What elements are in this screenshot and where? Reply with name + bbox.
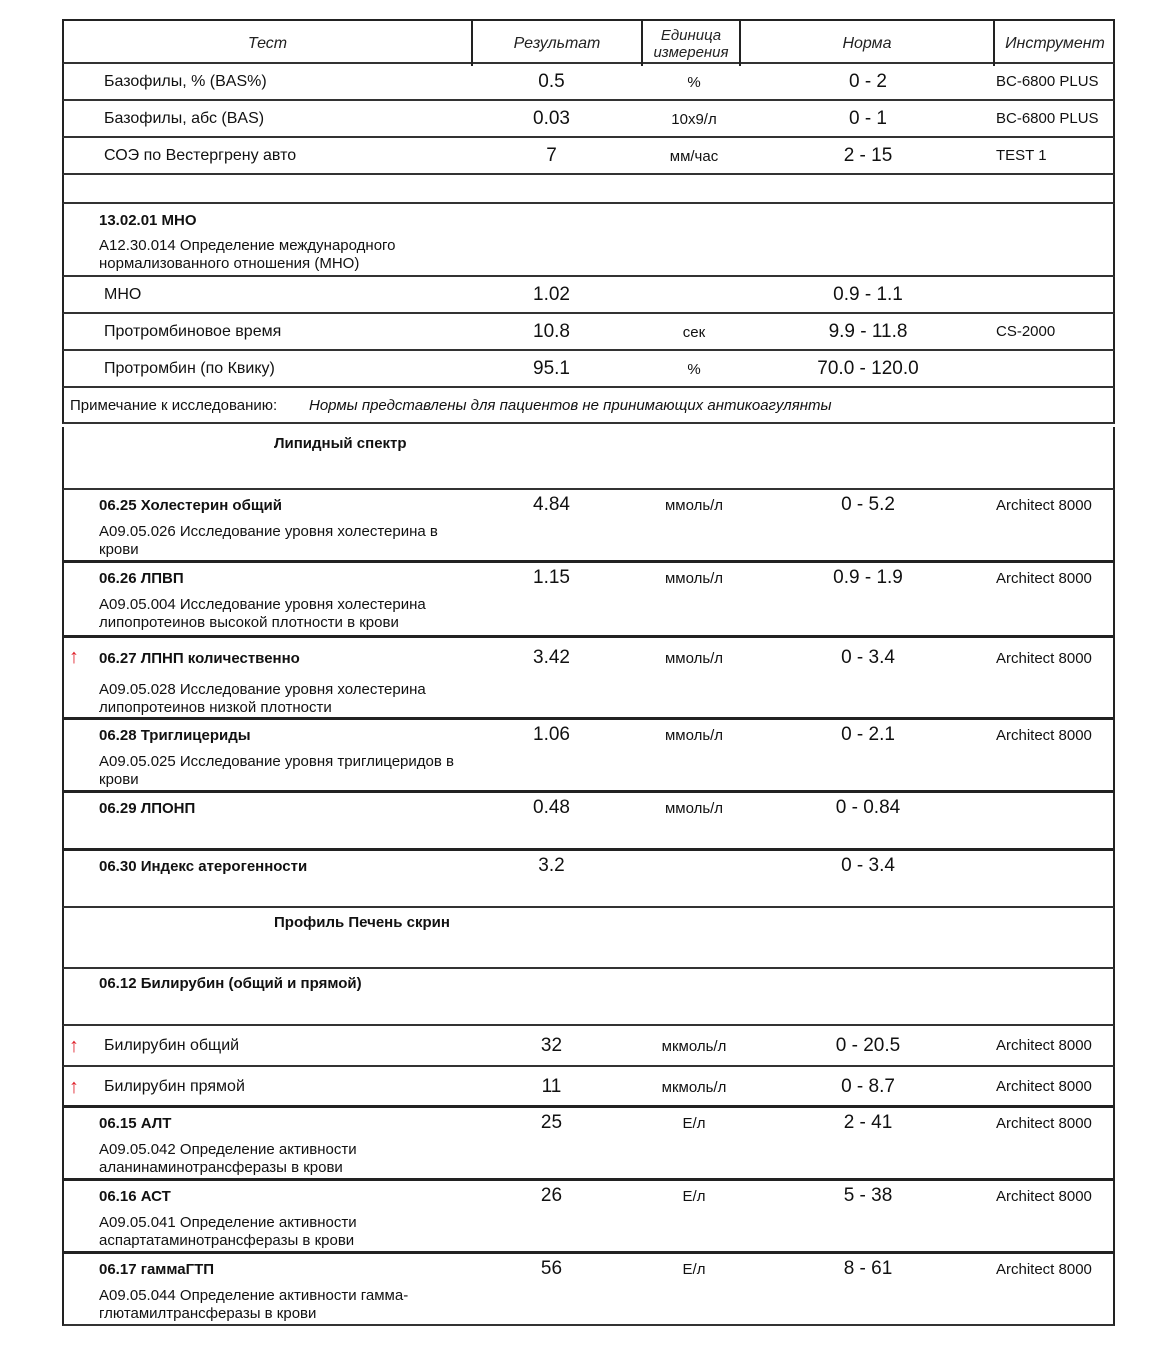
- result-value: 56: [540, 1258, 563, 1279]
- norm-range: 2 - 15: [843, 145, 893, 166]
- table-row: [62, 638, 1115, 720]
- section-title: Липидный спектр: [274, 435, 407, 452]
- test-description: А09.05.044 Определение активности гамма-глютамилтрансферазы в крови: [99, 1287, 409, 1322]
- test-title: 06.15 АЛТ: [99, 1115, 172, 1132]
- header-result: Результат: [473, 21, 643, 66]
- norm-range: 0 - 20.5: [835, 1035, 901, 1056]
- section-title: Профиль Печень скрин: [274, 914, 450, 931]
- test-name: Базофилы, абс (BAS): [104, 110, 265, 127]
- flag-high-icon: ↑: [69, 1076, 79, 1098]
- instrument: Architect 8000: [996, 570, 1092, 587]
- result-value: 11: [541, 1076, 562, 1097]
- table-row: [62, 563, 1115, 638]
- test-title: 06.30 Индекс атерогенности: [99, 858, 308, 875]
- instrument: TEST 1: [996, 147, 1047, 164]
- section-header-liver: [62, 908, 1115, 969]
- unit: %: [687, 361, 701, 378]
- result-value: 0.48: [533, 797, 570, 818]
- norm-range: 70.0 - 120.0: [817, 358, 919, 379]
- test-title: 06.25 Холестерин общий: [99, 497, 282, 514]
- norm-range: 0 - 3.4: [841, 647, 895, 668]
- result-value: 1.15: [533, 567, 570, 588]
- group-title: 13.02.01 МНО: [99, 212, 197, 229]
- lab-results-table: [62, 19, 1115, 1326]
- group-header-mno: [62, 204, 1115, 277]
- unit: ммоль/л: [664, 570, 724, 587]
- group-description: А12.30.014 Определение международного нормализованного отношения (МНО): [99, 237, 396, 272]
- norm-range: 0 - 2.1: [841, 724, 895, 745]
- header-unit: Единица измерения: [643, 21, 741, 66]
- result-value: 25: [540, 1112, 563, 1133]
- table-row: [62, 314, 1115, 351]
- result-value: 7: [546, 145, 557, 166]
- test-description: А09.05.004 Исследование уровня холестерина липопротеинов высокой плотности в крови: [99, 596, 426, 631]
- test-title: 06.16 АСТ: [99, 1188, 171, 1205]
- spacer-row: [62, 175, 1115, 204]
- norm-range: 0 - 1: [848, 108, 888, 129]
- unit: Е/л: [682, 1261, 706, 1278]
- test-name: Билирубин прямой: [104, 1078, 245, 1095]
- result-value: 0.5: [538, 71, 565, 92]
- test-title: 06.29 ЛПОНП: [99, 800, 196, 817]
- table-row: [62, 1181, 1115, 1254]
- note-text: Нормы представлены для пациентов не принимающих антикоагулянты: [309, 397, 832, 414]
- table-header: [62, 19, 1115, 64]
- unit: мкмоль/л: [661, 1079, 727, 1096]
- test-name: Протромбиновое время: [104, 323, 282, 340]
- result-value: 3.2: [538, 855, 565, 876]
- result-value: 10.8: [533, 321, 570, 342]
- table-row: [62, 277, 1115, 314]
- norm-range: 9.9 - 11.8: [828, 321, 908, 342]
- instrument: Architect 8000: [996, 1261, 1092, 1278]
- result-value: 3.42: [533, 647, 570, 668]
- flag-high-icon: ↑: [69, 1035, 79, 1057]
- header-test: Тест: [64, 21, 473, 66]
- result-value: 95.1: [533, 358, 570, 379]
- table-row: [62, 1026, 1115, 1067]
- instrument: Architect 8000: [996, 1188, 1092, 1205]
- test-title: 06.26 ЛПВП: [99, 570, 184, 587]
- test-name: СОЭ по Вестергрену авто: [104, 147, 297, 164]
- table-row: [62, 851, 1115, 908]
- result-value: 1.02: [533, 284, 570, 305]
- test-title: 06.17 гаммаГТП: [99, 1261, 215, 1278]
- instrument: Architect 8000: [996, 1078, 1092, 1095]
- result-value: 0.03: [533, 108, 570, 129]
- norm-range: 0.9 - 1.9: [833, 567, 903, 588]
- unit: мкмоль/л: [661, 1038, 727, 1055]
- unit: ммоль/л: [664, 800, 724, 817]
- table-row: [62, 1108, 1115, 1181]
- unit: ммоль/л: [664, 727, 724, 744]
- test-title: 06.28 Триглицериды: [99, 727, 251, 744]
- test-name: Билирубин общий: [104, 1037, 240, 1054]
- instrument: Architect 8000: [996, 497, 1092, 514]
- unit: ммоль/л: [664, 650, 724, 667]
- unit: ммоль/л: [664, 497, 724, 514]
- test-name: Протромбин (по Квику): [104, 360, 275, 377]
- test-description: А09.05.042 Определение активности аланинаминотрансферазы в крови: [99, 1141, 357, 1176]
- group-title: 06.12 Билирубин (общий и прямой): [99, 975, 362, 992]
- unit: Е/л: [682, 1115, 706, 1132]
- result-value: 32: [540, 1035, 563, 1056]
- norm-range: 0 - 5.2: [841, 494, 895, 515]
- instrument: CS-2000: [996, 323, 1056, 340]
- norm-range: 8 - 61: [843, 1258, 893, 1279]
- norm-range: 0 - 3.4: [841, 855, 895, 876]
- note-label: Примечание к исследованию:: [70, 397, 278, 414]
- test-name: Базофилы, % (BAS%): [104, 73, 267, 90]
- norm-range: 2 - 41: [843, 1112, 893, 1133]
- header-norm: Норма: [741, 21, 995, 66]
- norm-range: 0 - 2: [848, 71, 888, 92]
- result-value: 1.06: [533, 724, 570, 745]
- test-description: А09.05.025 Исследование уровня триглицеридов в крови: [99, 753, 454, 788]
- test-title: 06.27 ЛПНП количественно: [99, 650, 300, 667]
- instrument: Architect 8000: [996, 727, 1092, 744]
- norm-range: 0 - 0.84: [835, 797, 901, 818]
- table-row: [62, 64, 1115, 101]
- norm-range: 0 - 8.7: [841, 1076, 895, 1097]
- instrument: Architect 8000: [996, 1037, 1092, 1054]
- result-value: 4.84: [533, 494, 570, 515]
- norm-range: 0.9 - 1.1: [833, 284, 903, 305]
- unit: Е/л: [682, 1188, 706, 1205]
- instrument: BC-6800 PLUS: [996, 73, 1099, 90]
- note-row: [62, 388, 1115, 424]
- group-header-bilirubin: [62, 969, 1115, 1026]
- instrument: Architect 8000: [996, 650, 1092, 667]
- table-row: [62, 1254, 1115, 1326]
- result-value: 26: [540, 1185, 563, 1206]
- header-instrument: Инструмент: [1005, 35, 1105, 52]
- test-description: А09.05.041 Определение активности аспартатаминотрансферазы в крови: [99, 1214, 357, 1249]
- table-row: [62, 1067, 1115, 1108]
- unit: %: [687, 74, 701, 91]
- table-row: [62, 101, 1115, 138]
- unit: мм/час: [669, 148, 719, 165]
- instrument: BC-6800 PLUS: [996, 110, 1099, 127]
- table-row: [62, 720, 1115, 793]
- flag-high-icon: ↑: [69, 646, 79, 668]
- table-row: [62, 138, 1115, 175]
- section-header-lipid: [62, 427, 1115, 490]
- table-row: [62, 351, 1115, 388]
- test-description: А09.05.026 Исследование уровня холестерина в крови: [99, 523, 438, 558]
- unit: сек: [682, 324, 706, 341]
- test-name: МНО: [104, 286, 142, 303]
- norm-range: 5 - 38: [843, 1185, 893, 1206]
- instrument: Architect 8000: [996, 1115, 1092, 1132]
- table-row: [62, 490, 1115, 563]
- table-row: [62, 793, 1115, 851]
- test-description: А09.05.028 Исследование уровня холестерина липопротеинов низкой плотности: [99, 681, 426, 716]
- unit: 10x9/л: [671, 111, 717, 128]
